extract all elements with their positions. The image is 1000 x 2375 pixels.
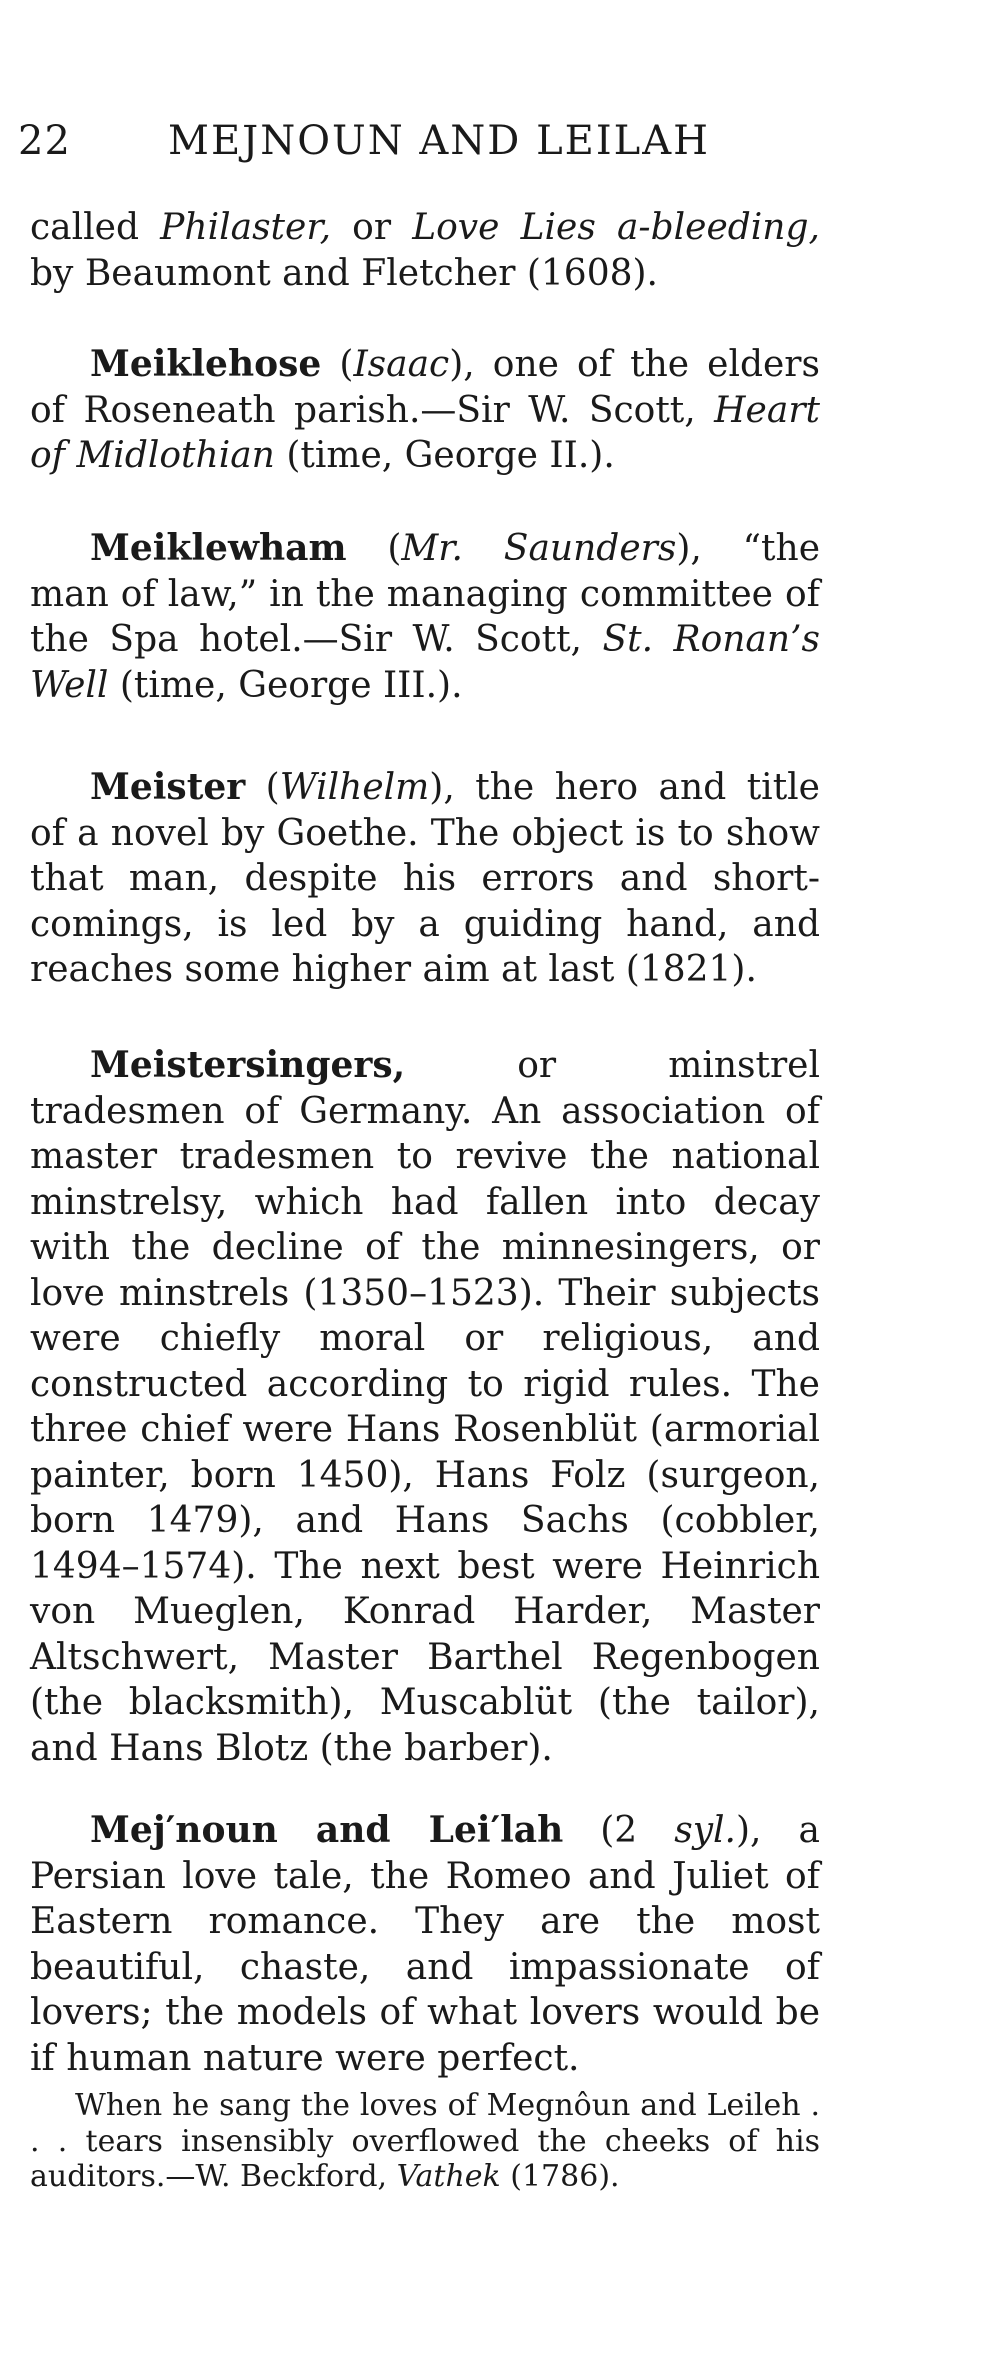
running-header <box>18 118 818 164</box>
entry-meistersingers: Meistersingers, or minstrel tradesmen of Germany. An association of master tradesmen to revive the national minstrelsy, which had fallen into decay with the decline of the minnesingers, or love minstrels (1350–1523). Their subjects were chiefly moral or religious, and constructed according to rigid rules. The three chief were Hans Rosenblüt (armorial painter, born 1450), Hans Folz (surgeon, born 1479), and Hans Sachs (cobbler, 1494–1574). The next best were Heinrich von Mueglen, Konrad Harder, Master Altschwert, Master Barthel Regenbogen (the blacksmith), Muscablüt (the tailor), and Hans Blotz (the barber). <box>30 1044 820 1769</box>
entry-meiklewham: Meiklewham (Mr. Saunders), “the man of law,” in the managing committee of the Spa hotel.—Sir W. Scott, St. Ronan’s Well (time, George III.). <box>30 527 821 706</box>
entry-headword: Meister <box>90 766 246 808</box>
entry-continuation: called Philaster, or Love Lies a-bleeding, by Beaumont and Fletcher (1608). <box>30 207 820 294</box>
page-number: 22 <box>18 118 71 164</box>
entry-headword: Meistersingers, <box>90 1044 406 1086</box>
running-title: MEJNOUN AND LEILAH <box>168 118 710 164</box>
entry-headword: Mej′noun and Lei′lah <box>90 1809 564 1851</box>
entry-headword: Meiklewham <box>90 527 347 569</box>
entry-headword: Meiklehose <box>90 343 322 385</box>
entry-mejnoun-and-leilah: Mej′noun and Lei′lah (2 syl.), a Persian love tale, the Romeo and Juliet of Eastern romance. They are the most beautiful, chaste, and impassionate of lovers; the models of what lovers would be if human nature were perfect. <box>30 1809 820 2079</box>
entry-meister: Meister (Wilhelm), the hero and title of a novel by Goethe. The object is to show that man, despite his errors and short-comings, is led by a guiding hand, and reaches some higher aim at last (1821). <box>30 766 820 990</box>
entry-meiklehose: Meiklehose (Isaac), one of the elders of Roseneath parish.—Sir W. Scott, Heart of Midlothian (time, George II.). <box>30 343 820 476</box>
block-quotation: When he sang the loves of Megnôun and Leileh . . . tears insensibly overflowed the cheeks of his auditors.—W. Beckford, Vathek (1786). <box>30 2088 820 2194</box>
